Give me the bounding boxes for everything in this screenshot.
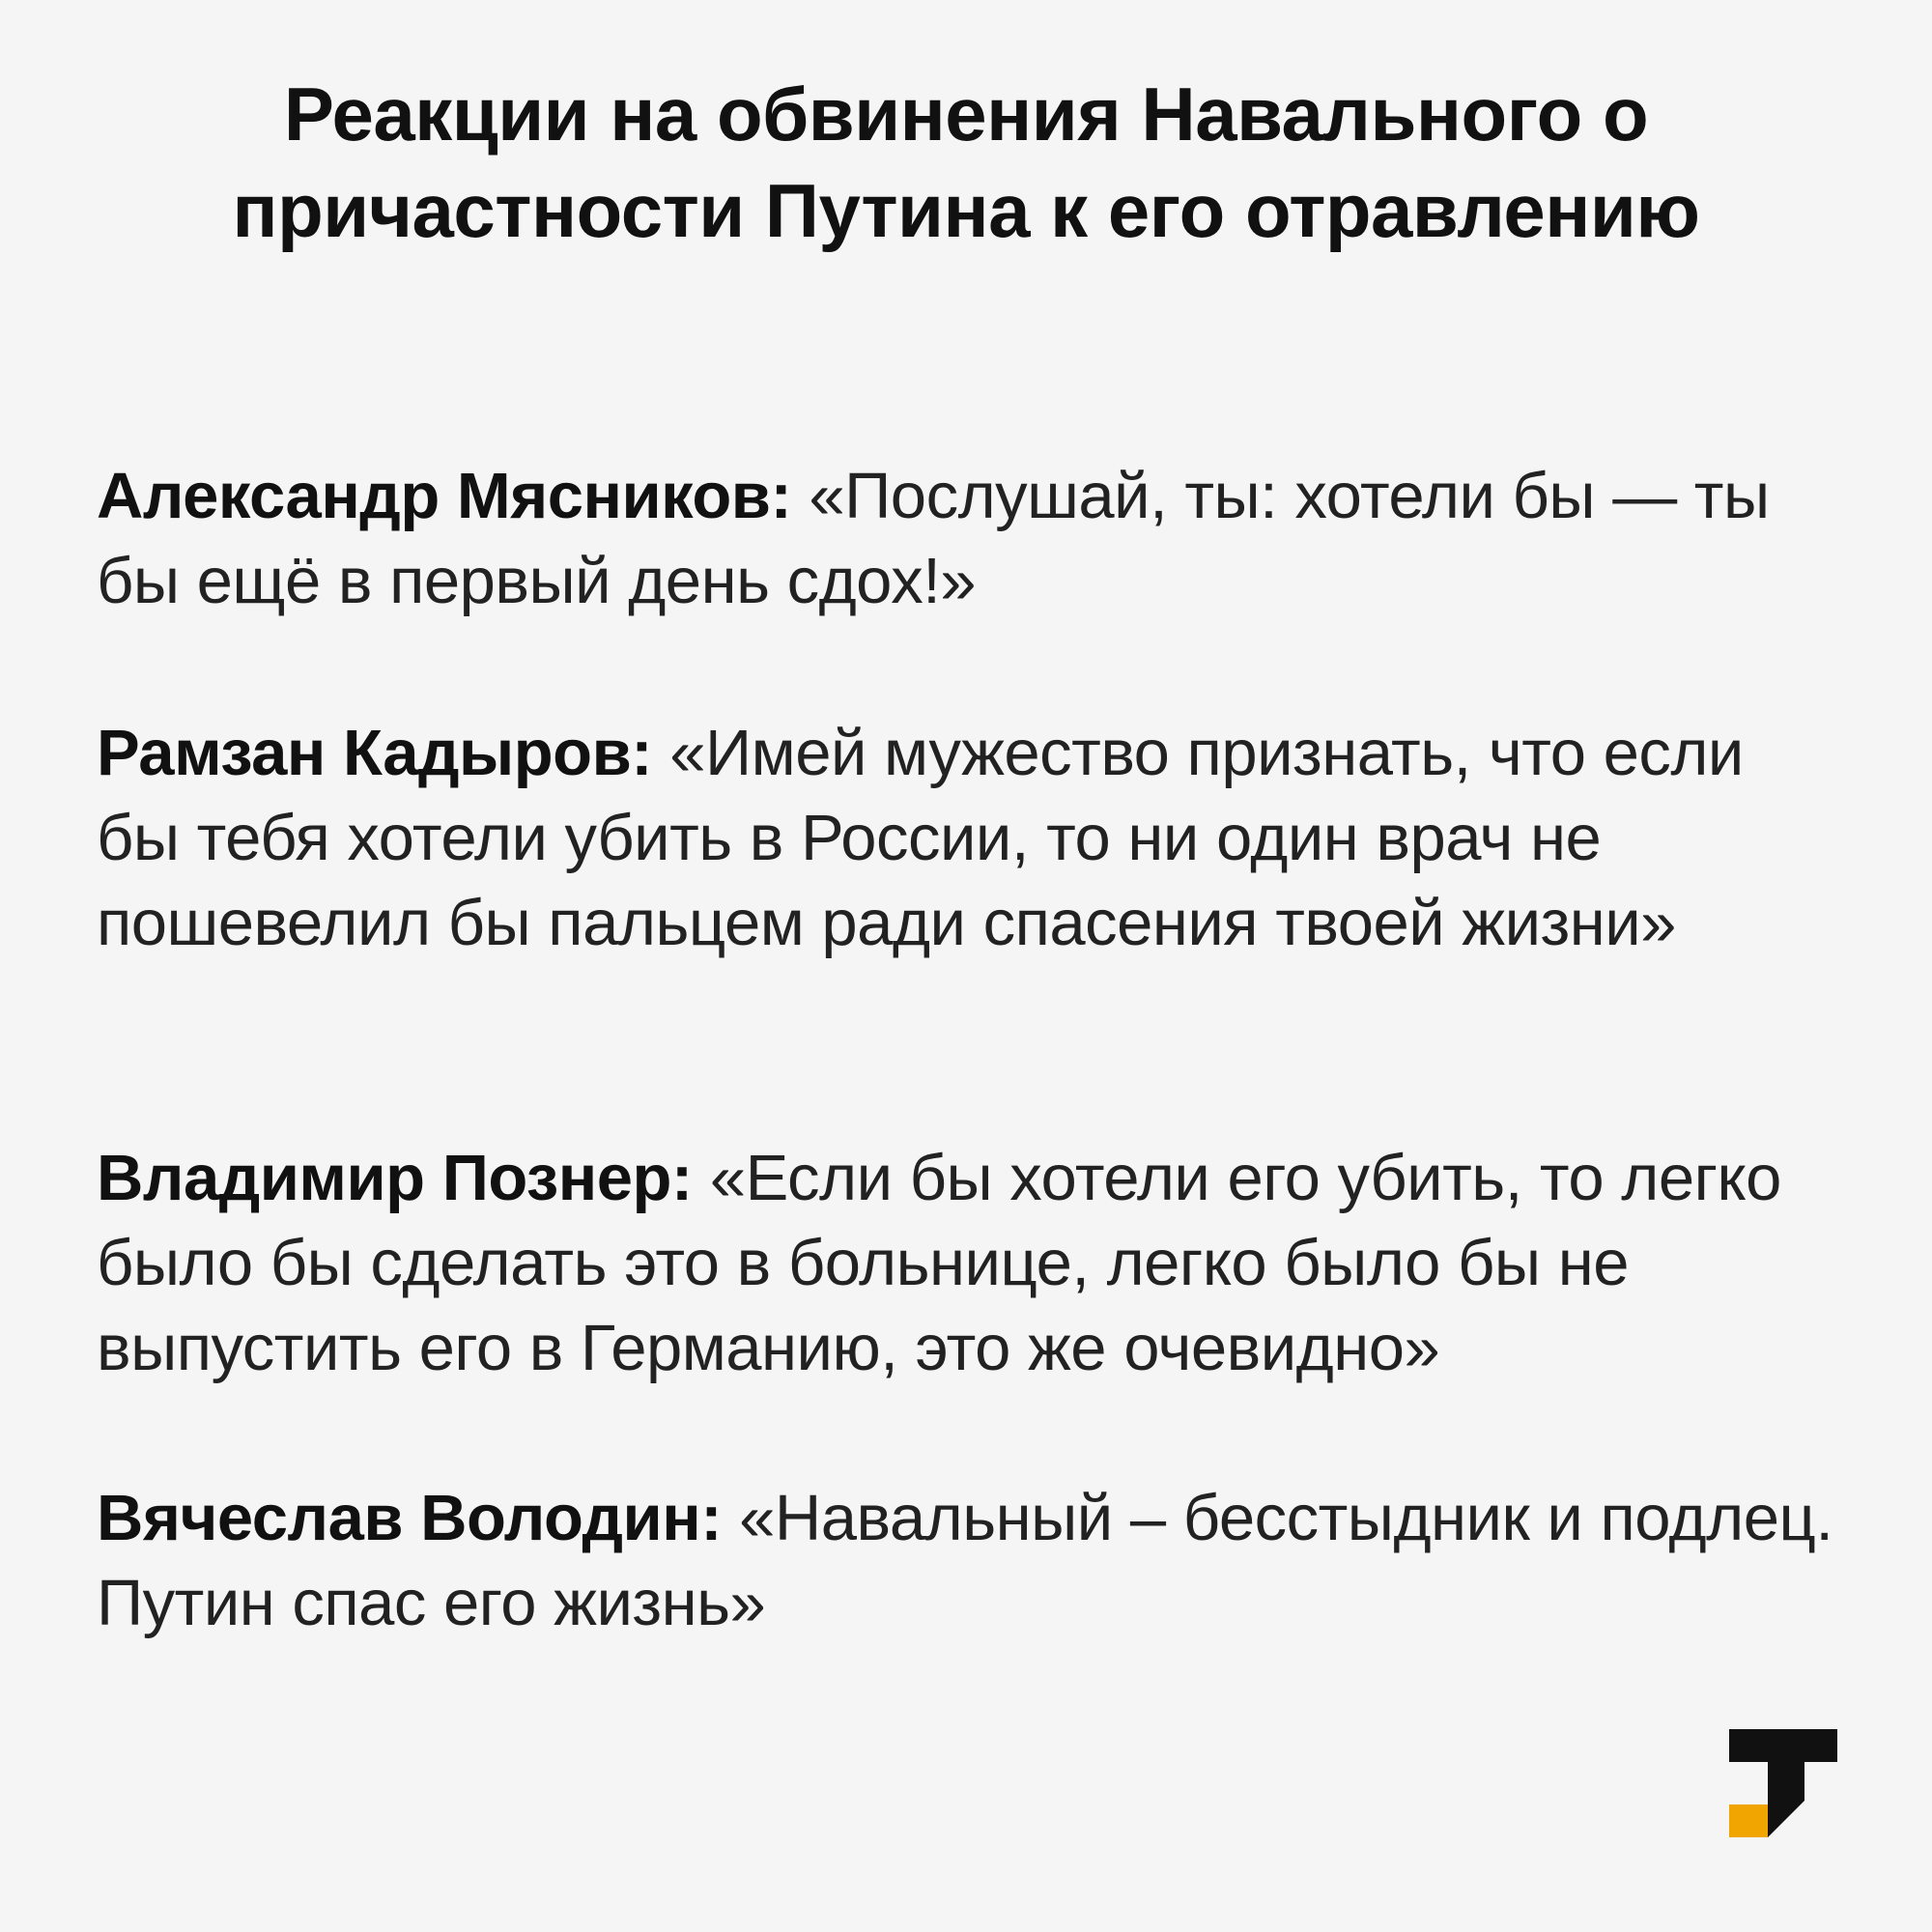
quote-text: «Если бы хотели его убить, то легко было бы сделать это в больнице, легко было бы не выпустить его в Германию, это же очевидно» [97, 1142, 1781, 1384]
quote-text: «Навальный – бесстыдник и подлец. Путин спас его жизнь» [97, 1482, 1833, 1639]
quote-text: «Имей мужество признать, что если бы тебя хотели убить в России, то ни один врач не пошевелил бы пальцем ради спасения твоей жизни» [97, 717, 1744, 959]
page-title: Реакции на обвинения Навального о причастности Путина к его отравлению [232, 71, 1700, 253]
quote-speaker: Александр Мясников: [97, 460, 792, 532]
quote-text: «Послушай, ты: хотели бы — ты бы ещё в первый день сдох!» [97, 460, 1770, 617]
quote-item [97, 454, 1835, 624]
quote-item [97, 1136, 1835, 1391]
quote-item [97, 711, 1835, 966]
quote-speaker: Вячеслав Володин: [97, 1482, 723, 1554]
tjournal-logo-icon [1729, 1729, 1837, 1837]
quote-item [97, 1476, 1835, 1646]
logo-accent-square [1729, 1804, 1768, 1837]
quote-speaker: Владимир Познер: [97, 1142, 693, 1214]
quote-speaker: Рамзан Кадыров: [97, 717, 653, 789]
